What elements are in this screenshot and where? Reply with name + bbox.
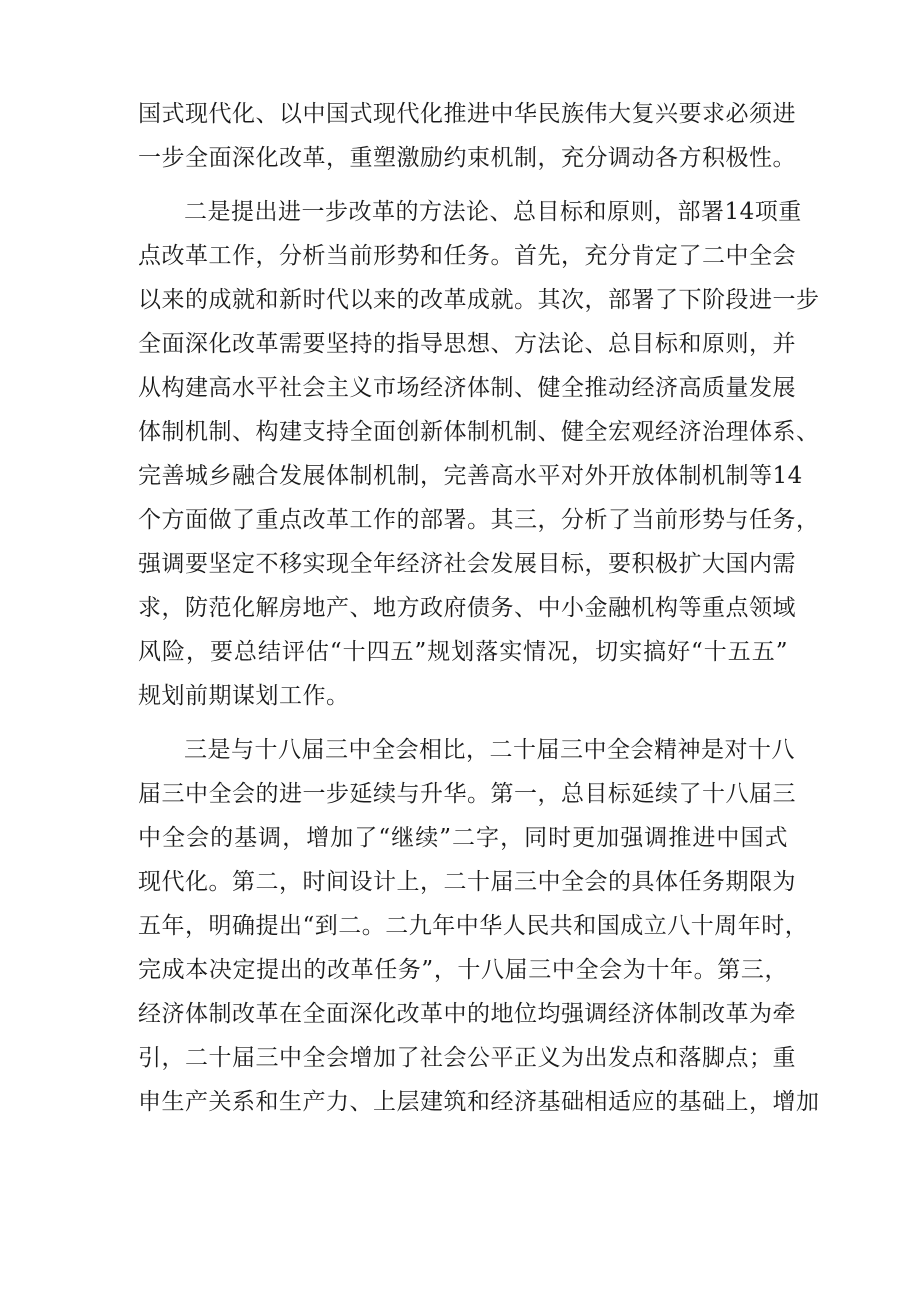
paragraph-line: 规划前期谋划工作。 (138, 683, 350, 709)
paragraph-line: 风险，要总结评估“十四五”规划落实情况，切实搞好“十五五” (138, 639, 788, 665)
paragraph-line: 现代化。第二，时间设计上，二十届三中全会的具体任务期限为 (138, 869, 796, 895)
paragraph-line: 从构建高水平社会主义市场经济体制、健全推动经济高质量发展 (138, 375, 796, 401)
paragraph-gap (138, 718, 788, 728)
paragraph-gap (138, 180, 788, 190)
paragraph-line: 中全会的基调，增加了“继续”二字，同时更加强调推进中国式 (138, 825, 788, 851)
paragraph-line: 经济体制改革在全面深化改革中的地位均强调经济体制改革为牵 (138, 1001, 796, 1027)
paragraph-line: 全面深化改革需要坚持的指导思想、方法论、总目标和原则，并 (138, 331, 796, 357)
paragraph-line: 以来的成就和新时代以来的改革成就。其次，部署了下阶段进一步 (138, 287, 820, 313)
paragraph-2 (138, 190, 820, 718)
paragraph-line: 二是提出进一步改革的方法论、总目标和原则，部署14项重 (184, 199, 802, 225)
paragraph-line: 强调要坚定不移实现全年经济社会发展目标，要积极扩大国内需 (138, 551, 796, 577)
paragraph-3 (138, 728, 820, 1124)
paragraph-line: 点改革工作，分析当前形势和任务。首先，充分肯定了二中全会 (138, 243, 796, 269)
paragraph-line: 届三中全会的进一步延续与升华。第一，总目标延续了十八届三 (138, 781, 796, 807)
paragraph-line: 申生产关系和生产力、上层建筑和经济基础相适应的基础上，增加 (138, 1089, 820, 1115)
paragraph-1 (138, 92, 796, 180)
paragraph-line: 完成本决定提出的改革任务”，十八届三中全会为十年。第三， (138, 957, 788, 983)
paragraph-line: 三是与十八届三中全会相比，二十届三中全会精神是对十八 (184, 737, 795, 763)
document-body (138, 92, 820, 1124)
paragraph-line: 五年，明确提出“到二。二九年中华人民共和国成立八十周年时， (138, 913, 809, 939)
paragraph-line: 完善城乡融合发展体制机制，完善高水平对外开放体制机制等14 (138, 463, 803, 489)
paragraph-line: 求，防范化解房地产、地方政府债务、中小金融机构等重点领域 (138, 595, 796, 621)
paragraph-line: 一步全面深化改革，重塑激励约束机制，充分调动各方积极性。 (138, 145, 796, 171)
paragraph-line: 引，二十届三中全会增加了社会公平正义为出发点和落脚点；重 (138, 1045, 796, 1071)
paragraph-line: 个方面做了重点改革工作的部署。其三，分析了当前形势与任务， (138, 507, 820, 533)
paragraph-line: 国式现代化、以中国式现代化推进中华民族伟大复兴要求必须进 (138, 101, 796, 127)
paragraph-line: 体制机制、构建支持全面创新体制机制、健全宏观经济治理体系、 (138, 419, 820, 445)
